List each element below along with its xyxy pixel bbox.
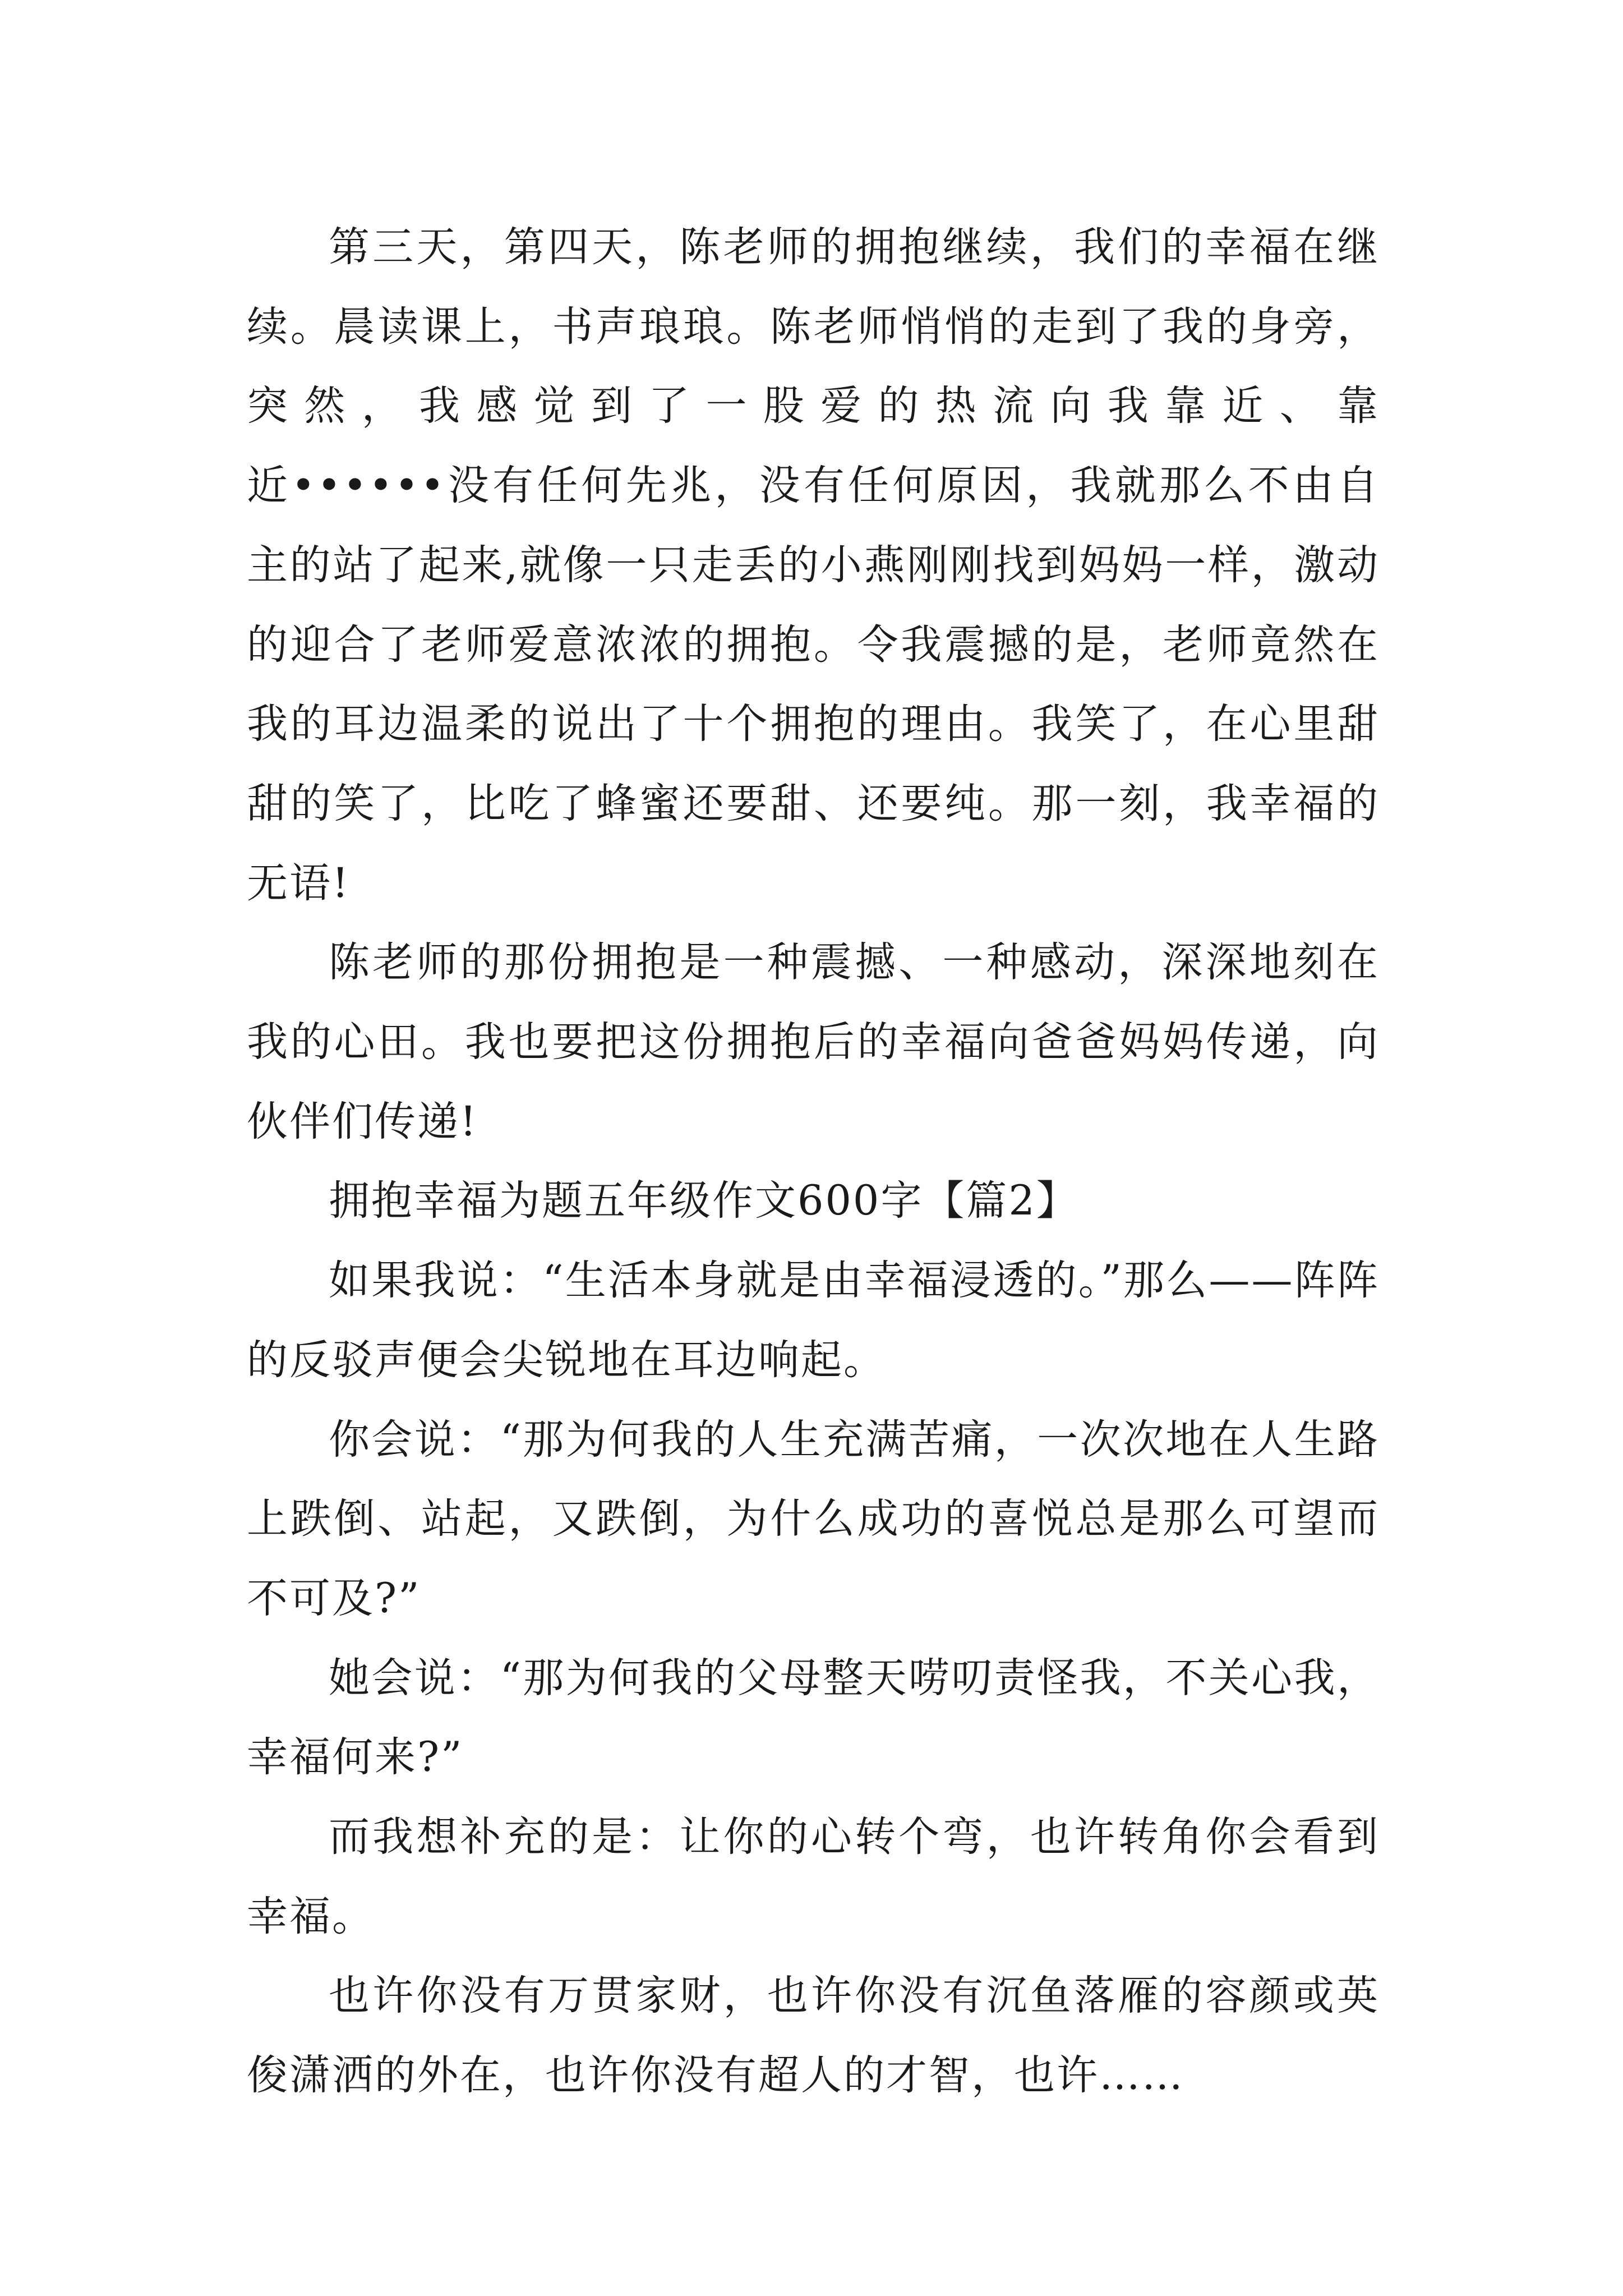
- section-heading: 拥抱幸福为题五年级作文600字【篇2】: [329, 1177, 1079, 1225]
- paragraph: 陈老师的那份拥抱是一种震撼、一种感动，深深地刻在我的心田。我也要把这份拥抱后的幸福向爸爸妈妈传递，向伙伴们传递!: [247, 938, 1380, 1145]
- paragraph: 而我想补充的是：让你的心转个弯，也许转角你会看到幸福。: [247, 1813, 1380, 1940]
- paragraph: 第三天，第四天，陈老师的拥抱继续，我们的幸福在继续。晨读课上，书声琅琅。陈老师悄悄的走到了我的身旁，突 然 ， 我 感 觉 到 了 一 股 爱 的 热 流 向 我 靠 近 、 靠 近••••••没有任何先兆，没有任何原因，我就那么不由自主的站了起来,就像一只走丢的小燕刚刚找到妈妈一样，激动的迎合了老师爱意浓浓的拥抱。令我震撼的是，老师竟然在我的耳边温柔的说出了十个拥抱的理由。我笑了，在心里甜甜的笑了，比吃了蜂蜜还要甜、还要纯。那一刻，我幸福的无语!: [247, 223, 1380, 907]
- essay-body: [247, 208, 1380, 2115]
- paragraph: 她会说：“那为何我的父母整天唠叨责怪我，不关心我，幸福何来?”: [247, 1654, 1380, 1782]
- paragraph: 你会说：“那为何我的人生充满苦痛，一次次地在人生路上跌倒、站起，又跌倒，为什么成功的喜悦总是那么可望而不可及?”: [247, 1415, 1380, 1622]
- paragraph: 如果我说：“生活本身就是由幸福浸透的。”那么——阵阵的反驳声便会尖锐地在耳边响起。: [247, 1257, 1380, 1384]
- paragraph: 也许你没有万贯家财，也许你没有沉鱼落雁的容颜或英俊潇洒的外在，也许你没有超人的才智，也许……: [247, 1972, 1380, 2100]
